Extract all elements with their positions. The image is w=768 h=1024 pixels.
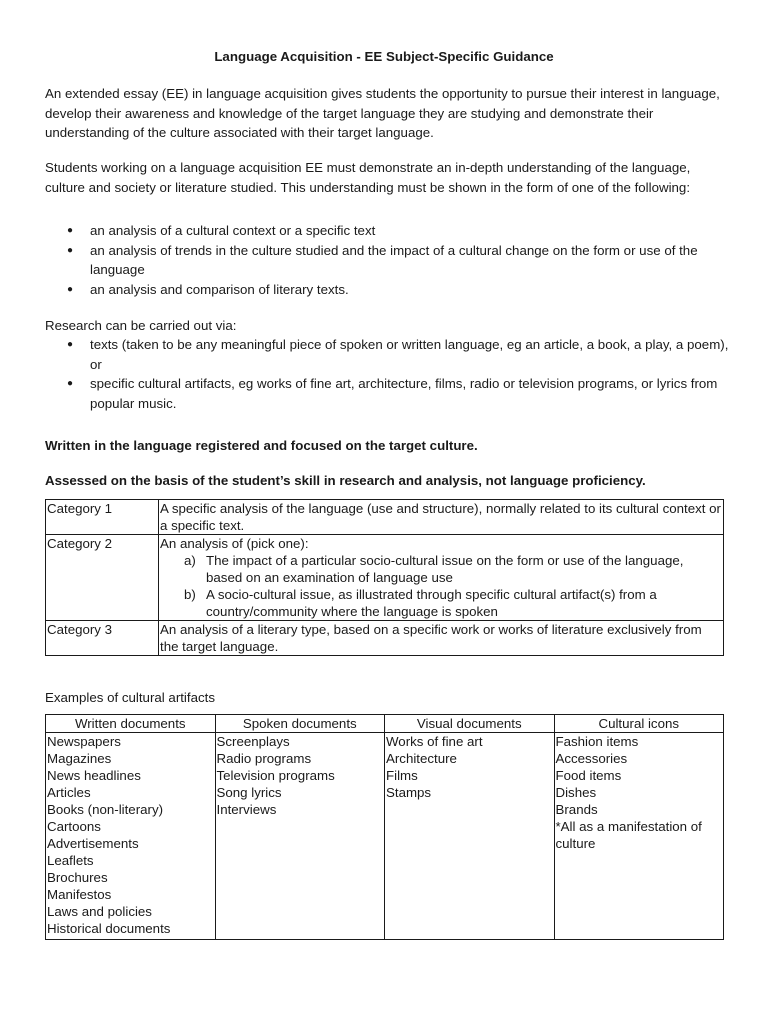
list-item: ● texts (taken to be any meaningful piece of spoken or written language, eg an article, a book, a play, a poem), or — [45, 335, 730, 374]
list-item: Architecture — [386, 751, 457, 766]
list-item: Television programs — [216, 768, 335, 783]
list-item: Cartoons — [47, 819, 101, 834]
bold-statement-language: Written in the language registered and focused on the target culture. — [45, 438, 478, 453]
list-item: Manifestos — [47, 887, 112, 902]
list-item: Laws and policies — [47, 904, 152, 919]
list-item: *All as a manifestation of culture — [555, 819, 702, 851]
intro-paragraph: An extended essay (EE) in language acquisition gives students the opportunity to pursue their interest in language, develop their awareness and knowledge of the target language they are studying and demonstrate their understanding of the culture associated with their target language. — [45, 86, 720, 140]
written-documents-cell — [46, 733, 216, 940]
table-row — [46, 733, 724, 940]
table-header-row — [46, 715, 724, 733]
list-item: Brands — [555, 802, 598, 817]
category-description: An analysis of a literary type, based on a specific work or works of literature exclusively from the target language. — [159, 621, 724, 656]
list-item: Food items — [555, 768, 622, 783]
table-row — [46, 500, 724, 535]
list-item: Advertisements — [47, 836, 139, 851]
list-item: Historical documents — [47, 921, 171, 936]
list-item: Articles — [47, 785, 91, 800]
column-header: Cultural icons — [554, 715, 724, 733]
list-item: Fashion items — [555, 734, 639, 749]
category-label: Category 1 — [46, 500, 159, 535]
requirements-paragraph: Students working on a language acquisition EE must demonstrate an in-depth understanding of the language, culture and society or literature studied. This understanding must be shown in the form of one of the following: — [45, 160, 691, 195]
list-item: Works of fine art — [386, 734, 483, 749]
column-header: Written documents — [46, 715, 216, 733]
list-item — [160, 586, 722, 620]
list-item: ● an analysis of a cultural context or a specific text — [45, 221, 730, 241]
analysis-forms-list — [45, 221, 730, 299]
list-item: Brochures — [47, 870, 108, 885]
research-heading: Research can be carried out via: — [45, 318, 237, 333]
list-item: Stamps — [386, 785, 432, 800]
artifacts-heading: Examples of cultural artifacts — [45, 690, 215, 705]
visual-documents-cell — [385, 733, 555, 940]
list-item: ● an analysis and comparison of literary texts. — [45, 280, 730, 300]
cultural-icons-cell — [554, 733, 724, 940]
page-title: Language Acquisition - EE Subject-Specific Guidance — [214, 49, 554, 64]
list-item: Accessories — [555, 751, 628, 766]
categories-table — [45, 499, 724, 656]
option-marker: a) — [184, 553, 196, 568]
category-description — [159, 535, 724, 621]
option-text: A socio-cultural issue, as illustrated through specific cultural artifact(s) from a country/community where the language is spoken — [206, 587, 657, 619]
category-intro: An analysis of (pick one): — [160, 536, 309, 551]
list-item: Dishes — [555, 785, 597, 800]
list-item: Song lyrics — [216, 785, 282, 800]
research-sources-list — [45, 335, 730, 413]
category-options-list — [160, 552, 722, 620]
spoken-documents-cell — [215, 733, 385, 940]
option-text: The impact of a particular socio-cultural issue on the form or use of the language, based on an examination of language use — [206, 553, 684, 585]
list-item: Leaflets — [47, 853, 94, 868]
list-item: ● specific cultural artifacts, eg works of fine art, architecture, films, radio or television programs, or lyrics from popular music. — [45, 374, 730, 413]
category-label: Category 2 — [46, 535, 159, 621]
list-item: Films — [386, 768, 418, 783]
table-row — [46, 621, 724, 656]
category-description: A specific analysis of the language (use and structure), normally related to its cultural context or a specific text. — [159, 500, 724, 535]
category-label: Category 3 — [46, 621, 159, 656]
option-marker: b) — [184, 587, 196, 602]
bold-statement-assessment: Assessed on the basis of the student’s skill in research and analysis, not language proficiency. — [45, 473, 646, 488]
column-header: Spoken documents — [215, 715, 385, 733]
list-item: ● an analysis of trends in the culture studied and the impact of a cultural change on the form or use of the language — [45, 241, 730, 280]
list-item: Newspapers — [47, 734, 121, 749]
list-item — [160, 552, 722, 586]
table-row — [46, 535, 724, 621]
list-item: Interviews — [216, 802, 277, 817]
list-item: News headlines — [47, 768, 141, 783]
column-header: Visual documents — [385, 715, 555, 733]
list-item: Radio programs — [216, 751, 312, 766]
list-item: Books (non-literary) — [47, 802, 164, 817]
list-item: Magazines — [47, 751, 112, 766]
list-item: Screenplays — [216, 734, 290, 749]
artifacts-table — [45, 714, 724, 940]
